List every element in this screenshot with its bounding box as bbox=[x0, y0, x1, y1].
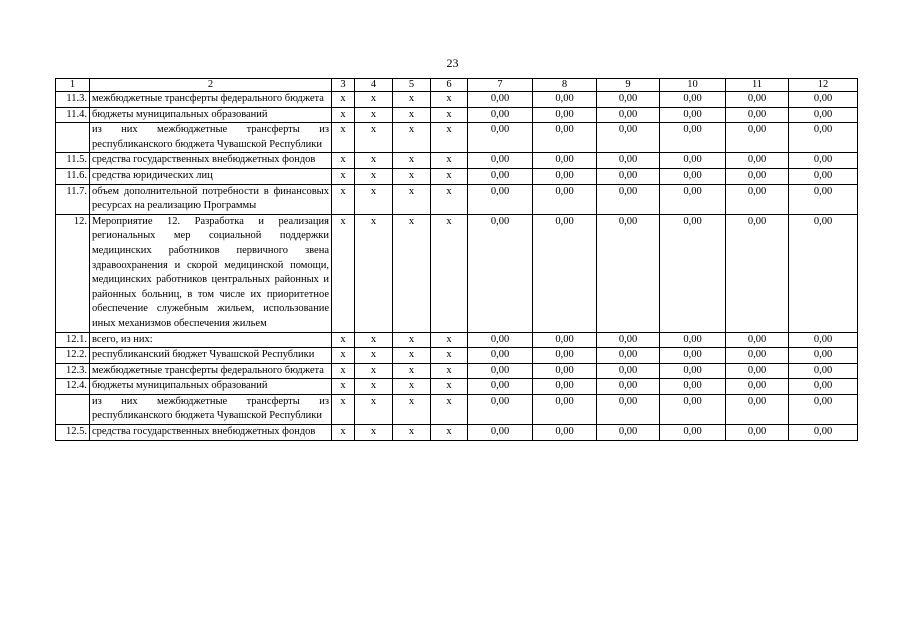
table-row bbox=[56, 332, 858, 348]
mark-cell: x bbox=[355, 379, 393, 395]
mark-cell: x bbox=[431, 394, 468, 424]
value-cell: 0,00 bbox=[726, 184, 789, 214]
row-number: 11.5. bbox=[56, 153, 90, 169]
value-cell: 0,00 bbox=[533, 363, 597, 379]
value-cell: 0,00 bbox=[726, 425, 789, 441]
value-cell: 0,00 bbox=[726, 332, 789, 348]
column-header-9: 9 bbox=[597, 79, 660, 92]
value-cell: 0,00 bbox=[533, 123, 597, 153]
value-cell: 0,00 bbox=[789, 123, 858, 153]
value-cell: 0,00 bbox=[726, 214, 789, 332]
value-cell: 0,00 bbox=[660, 425, 726, 441]
row-description: средства юридических лиц bbox=[90, 168, 332, 184]
value-cell: 0,00 bbox=[726, 348, 789, 364]
mark-cell: x bbox=[355, 348, 393, 364]
table-row bbox=[56, 394, 858, 424]
value-cell: 0,00 bbox=[660, 363, 726, 379]
column-header-10: 10 bbox=[660, 79, 726, 92]
value-cell: 0,00 bbox=[789, 153, 858, 169]
mark-cell: x bbox=[431, 92, 468, 108]
row-number: 11.7. bbox=[56, 184, 90, 214]
value-cell: 0,00 bbox=[597, 92, 660, 108]
mark-cell: x bbox=[355, 153, 393, 169]
table-row bbox=[56, 107, 858, 123]
value-cell: 0,00 bbox=[468, 123, 533, 153]
value-cell: 0,00 bbox=[468, 92, 533, 108]
mark-cell: x bbox=[332, 184, 355, 214]
value-cell: 0,00 bbox=[533, 168, 597, 184]
value-cell: 0,00 bbox=[789, 184, 858, 214]
value-cell: 0,00 bbox=[468, 332, 533, 348]
row-description: из них межбюджетные трансферты из республиканского бюджета Чувашской Республики bbox=[90, 394, 332, 424]
value-cell: 0,00 bbox=[789, 363, 858, 379]
row-number: 12. bbox=[56, 214, 90, 332]
mark-cell: x bbox=[393, 363, 431, 379]
value-cell: 0,00 bbox=[468, 348, 533, 364]
value-cell: 0,00 bbox=[726, 168, 789, 184]
mark-cell: x bbox=[431, 425, 468, 441]
row-description: бюджеты муниципальных образований bbox=[90, 107, 332, 123]
row-number: 12.4. bbox=[56, 379, 90, 395]
row-number bbox=[56, 123, 90, 153]
value-cell: 0,00 bbox=[660, 332, 726, 348]
value-cell: 0,00 bbox=[726, 363, 789, 379]
value-cell: 0,00 bbox=[660, 168, 726, 184]
mark-cell: x bbox=[431, 379, 468, 395]
value-cell: 0,00 bbox=[726, 153, 789, 169]
mark-cell: x bbox=[332, 153, 355, 169]
mark-cell: x bbox=[393, 168, 431, 184]
value-cell: 0,00 bbox=[533, 184, 597, 214]
mark-cell: x bbox=[393, 92, 431, 108]
value-cell: 0,00 bbox=[789, 107, 858, 123]
value-cell: 0,00 bbox=[597, 363, 660, 379]
mark-cell: x bbox=[355, 92, 393, 108]
value-cell: 0,00 bbox=[468, 107, 533, 123]
mark-cell: x bbox=[332, 168, 355, 184]
mark-cell: x bbox=[393, 107, 431, 123]
value-cell: 0,00 bbox=[789, 332, 858, 348]
column-header-1: 1 bbox=[56, 79, 90, 92]
value-cell: 0,00 bbox=[533, 394, 597, 424]
value-cell: 0,00 bbox=[533, 379, 597, 395]
mark-cell: x bbox=[332, 425, 355, 441]
value-cell: 0,00 bbox=[468, 394, 533, 424]
mark-cell: x bbox=[431, 363, 468, 379]
row-description: Мероприятие 12. Разработка и реализация региональных мер социальной поддержки медицинских работников первичного звена здравоохранения и скорой медицинской помощи, медицинских работников центральных районных и районных больниц, в том числе их приоритетное обеспечение служебным жильем, использование иных механизмов обеспечения жильем bbox=[90, 214, 332, 332]
value-cell: 0,00 bbox=[597, 168, 660, 184]
mark-cell: x bbox=[431, 214, 468, 332]
value-cell: 0,00 bbox=[660, 214, 726, 332]
value-cell: 0,00 bbox=[468, 379, 533, 395]
mark-cell: x bbox=[355, 123, 393, 153]
value-cell: 0,00 bbox=[533, 332, 597, 348]
mark-cell: x bbox=[431, 168, 468, 184]
mark-cell: x bbox=[393, 425, 431, 441]
table-row bbox=[56, 425, 858, 441]
mark-cell: x bbox=[393, 332, 431, 348]
value-cell: 0,00 bbox=[660, 184, 726, 214]
mark-cell: x bbox=[355, 394, 393, 424]
value-cell: 0,00 bbox=[660, 394, 726, 424]
column-header-12: 12 bbox=[789, 79, 858, 92]
table-row bbox=[56, 363, 858, 379]
mark-cell: x bbox=[355, 214, 393, 332]
table-row bbox=[56, 153, 858, 169]
mark-cell: x bbox=[332, 379, 355, 395]
mark-cell: x bbox=[332, 348, 355, 364]
mark-cell: x bbox=[332, 214, 355, 332]
mark-cell: x bbox=[355, 363, 393, 379]
mark-cell: x bbox=[431, 184, 468, 214]
mark-cell: x bbox=[332, 107, 355, 123]
table-row bbox=[56, 123, 858, 153]
row-number: 12.1. bbox=[56, 332, 90, 348]
value-cell: 0,00 bbox=[597, 425, 660, 441]
value-cell: 0,00 bbox=[533, 214, 597, 332]
mark-cell: x bbox=[393, 184, 431, 214]
row-description: межбюджетные трансферты федерального бюджета bbox=[90, 363, 332, 379]
mark-cell: x bbox=[332, 332, 355, 348]
mark-cell: x bbox=[431, 123, 468, 153]
value-cell: 0,00 bbox=[789, 379, 858, 395]
table-row bbox=[56, 379, 858, 395]
row-description: всего, из них: bbox=[90, 332, 332, 348]
table-row bbox=[56, 214, 858, 332]
column-header-11: 11 bbox=[726, 79, 789, 92]
mark-cell: x bbox=[355, 425, 393, 441]
value-cell: 0,00 bbox=[468, 184, 533, 214]
row-number: 11.6. bbox=[56, 168, 90, 184]
value-cell: 0,00 bbox=[660, 379, 726, 395]
value-cell: 0,00 bbox=[468, 214, 533, 332]
value-cell: 0,00 bbox=[597, 107, 660, 123]
value-cell: 0,00 bbox=[726, 92, 789, 108]
row-description: средства государственных внебюджетных фондов bbox=[90, 425, 332, 441]
value-cell: 0,00 bbox=[726, 123, 789, 153]
value-cell: 0,00 bbox=[660, 123, 726, 153]
value-cell: 0,00 bbox=[660, 153, 726, 169]
value-cell: 0,00 bbox=[660, 348, 726, 364]
column-header-7: 7 bbox=[468, 79, 533, 92]
column-header-3: 3 bbox=[332, 79, 355, 92]
row-number: 12.3. bbox=[56, 363, 90, 379]
value-cell: 0,00 bbox=[597, 214, 660, 332]
mark-cell: x bbox=[393, 153, 431, 169]
mark-cell: x bbox=[355, 184, 393, 214]
row-description: из них межбюджетные трансферты из республиканского бюджета Чувашской Республики bbox=[90, 123, 332, 153]
row-description: республиканский бюджет Чувашской Республики bbox=[90, 348, 332, 364]
value-cell: 0,00 bbox=[789, 394, 858, 424]
value-cell: 0,00 bbox=[533, 348, 597, 364]
value-cell: 0,00 bbox=[533, 425, 597, 441]
mark-cell: x bbox=[332, 123, 355, 153]
row-description: средства государственных внебюджетных фондов bbox=[90, 153, 332, 169]
mark-cell: x bbox=[431, 153, 468, 169]
column-header-5: 5 bbox=[393, 79, 431, 92]
value-cell: 0,00 bbox=[597, 332, 660, 348]
column-header-4: 4 bbox=[355, 79, 393, 92]
table-body bbox=[56, 79, 858, 441]
value-cell: 0,00 bbox=[533, 92, 597, 108]
column-header-6: 6 bbox=[431, 79, 468, 92]
value-cell: 0,00 bbox=[597, 394, 660, 424]
value-cell: 0,00 bbox=[597, 348, 660, 364]
value-cell: 0,00 bbox=[726, 107, 789, 123]
value-cell: 0,00 bbox=[597, 184, 660, 214]
row-number: 11.4. bbox=[56, 107, 90, 123]
mark-cell: x bbox=[393, 379, 431, 395]
table-row bbox=[56, 348, 858, 364]
row-description: межбюджетные трансферты федерального бюджета bbox=[90, 92, 332, 108]
value-cell: 0,00 bbox=[726, 379, 789, 395]
mark-cell: x bbox=[332, 92, 355, 108]
value-cell: 0,00 bbox=[789, 92, 858, 108]
value-cell: 0,00 bbox=[660, 107, 726, 123]
value-cell: 0,00 bbox=[789, 168, 858, 184]
mark-cell: x bbox=[355, 168, 393, 184]
mark-cell: x bbox=[431, 332, 468, 348]
mark-cell: x bbox=[431, 348, 468, 364]
mark-cell: x bbox=[431, 107, 468, 123]
financing-table bbox=[55, 78, 858, 441]
value-cell: 0,00 bbox=[533, 153, 597, 169]
column-header-8: 8 bbox=[533, 79, 597, 92]
table-row bbox=[56, 168, 858, 184]
table-row bbox=[56, 92, 858, 108]
value-cell: 0,00 bbox=[597, 379, 660, 395]
table-header-row bbox=[56, 79, 858, 92]
value-cell: 0,00 bbox=[789, 425, 858, 441]
row-number: 12.2. bbox=[56, 348, 90, 364]
value-cell: 0,00 bbox=[468, 153, 533, 169]
table-row bbox=[56, 184, 858, 214]
value-cell: 0,00 bbox=[726, 394, 789, 424]
mark-cell: x bbox=[393, 348, 431, 364]
column-header-2: 2 bbox=[90, 79, 332, 92]
value-cell: 0,00 bbox=[789, 348, 858, 364]
mark-cell: x bbox=[393, 123, 431, 153]
value-cell: 0,00 bbox=[533, 107, 597, 123]
row-number bbox=[56, 394, 90, 424]
value-cell: 0,00 bbox=[597, 153, 660, 169]
row-description: объем дополнительной потребности в финансовых ресурсах на реализацию Программы bbox=[90, 184, 332, 214]
mark-cell: x bbox=[332, 363, 355, 379]
value-cell: 0,00 bbox=[468, 425, 533, 441]
page-number: 23 bbox=[446, 56, 459, 70]
mark-cell: x bbox=[393, 214, 431, 332]
mark-cell: x bbox=[355, 332, 393, 348]
value-cell: 0,00 bbox=[468, 168, 533, 184]
row-description: бюджеты муниципальных образований bbox=[90, 379, 332, 395]
value-cell: 0,00 bbox=[468, 363, 533, 379]
mark-cell: x bbox=[355, 107, 393, 123]
mark-cell: x bbox=[393, 394, 431, 424]
value-cell: 0,00 bbox=[660, 92, 726, 108]
value-cell: 0,00 bbox=[789, 214, 858, 332]
value-cell: 0,00 bbox=[597, 123, 660, 153]
mark-cell: x bbox=[332, 394, 355, 424]
row-number: 12.5. bbox=[56, 425, 90, 441]
row-number: 11.3. bbox=[56, 92, 90, 108]
